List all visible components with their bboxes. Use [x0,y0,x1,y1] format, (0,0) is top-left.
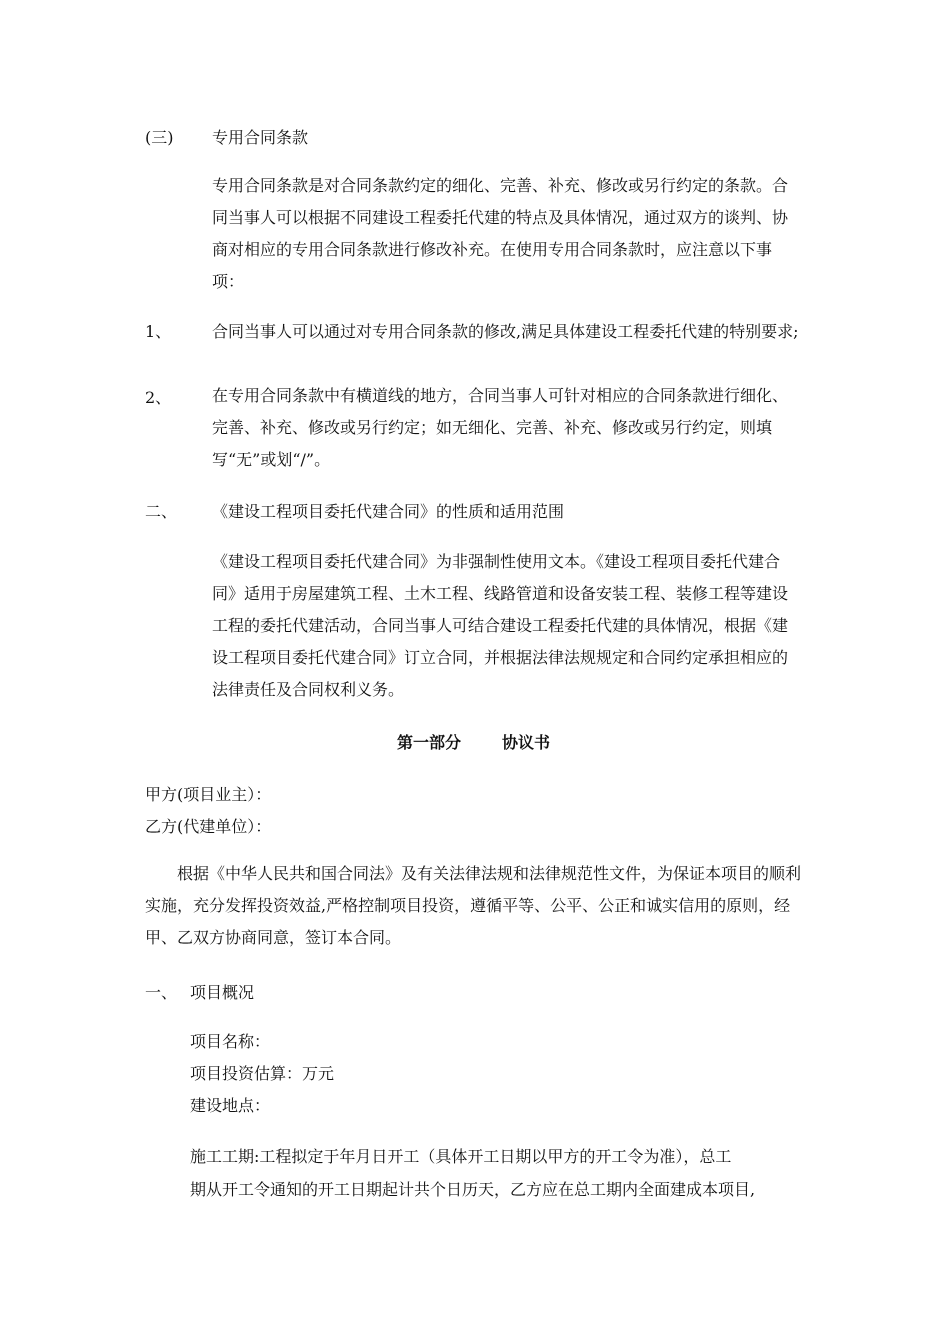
section-two-paragraph: 《建设工程项目委托代建合同》为非强制性使用文本。《建设工程项目委托代建合同》适用于房屋建筑工程、土木工程、线路管道和设备安装工程、装修工程等建设工程的委托代建活动，合同当事人可结合建设工程委托代建的具体情况，根据《建设工程项目委托代建合同》订立合同，并根据法律法规规定和合同约定承担相应的法律责任及合同权利义务。 [212,552,789,699]
party-a-field: 甲方(项目业主）： [145,785,272,804]
schedule-line-1: 施工工期:工程拟定于年月日开工（具体开工日期以甲方的开工令为准），总工 [190,1147,732,1166]
item2-number: 2、 [145,388,172,407]
overview-title: 项目概况 [190,983,255,1002]
section3-paragraph: 专用合同条款是对合同条款约定的细化、完善、补充、修改或另行约定的条款。合同当事人可以根据不同建设工程委托代建的特点及具体情况，通过双方的谈判、协商对相应的专用合同条款进行修改补充。在使用专用合同条款时，应注意以下事项： [212,176,789,291]
item2-text: 在专用合同条款中有横道线的地方，合同当事人可针对相应的合同条款进行细化、完善、补充、修改或另行约定；如无细化、完善、补充、修改或另行约定，则填写“无”或划“/”。 [212,386,789,469]
section3-title: 专用合同条款 [212,128,309,147]
party-b-field: 乙方(代建单位）： [145,817,272,836]
item1-number: 1、 [145,322,172,341]
section-two-label: 二、 [145,502,178,521]
part1-title-right: 协议书 [502,733,551,752]
section3-label: (三) [145,128,174,147]
project-investment-field: 项目投资估算：万元 [190,1064,335,1083]
section-two-title: 《建设工程项目委托代建合同》的性质和适用范围 [212,502,565,521]
project-location-field: 建设地点： [190,1096,271,1115]
project-name-field: 项目名称： [190,1032,271,1051]
schedule-line-2: 期从开工令通知的开工日期起计共个日历天，乙方应在总工期内全面建成本项目, [190,1180,756,1199]
preamble-paragraph: 根据《中华人民共和国合同法》及有关法律法规和法律规范性文件，为保证本项目的顺利实施，充分发挥投资效益,严格控制项目投资，遵循平等、公平、公正和诚实信用的原则，经甲、乙双方协商同意，签订本合同。 [145,864,802,947]
part1-title-left: 第一部分 [397,733,462,752]
item1-text: 合同当事人可以通过对专用合同条款的修改,满足具体建设工程委托代建的特别要求; [212,322,799,341]
overview-label: 一、 [145,983,178,1002]
